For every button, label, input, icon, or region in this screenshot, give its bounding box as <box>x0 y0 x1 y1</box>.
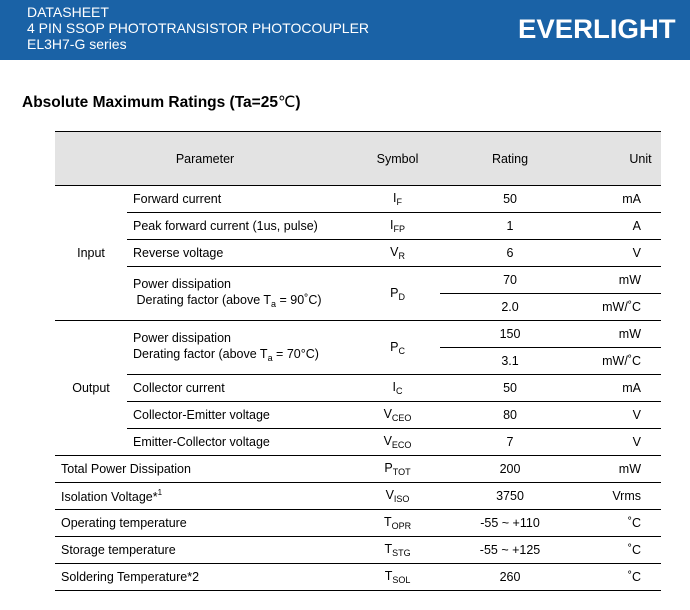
symbol-veco <box>355 429 440 456</box>
header-line-series: EL3H7-G series <box>27 36 127 52</box>
rating-value: 1 <box>440 213 580 240</box>
symbol-letter: T <box>383 515 392 529</box>
unit-value: mA <box>580 375 661 402</box>
unit-value: mW/˚C <box>580 348 661 375</box>
param-operating-temperature: Operating temperature <box>55 510 355 537</box>
rating-value: 260 <box>440 564 580 591</box>
symbol-ic <box>355 375 440 402</box>
table-row <box>55 321 661 348</box>
param-isolation-voltage <box>55 483 355 510</box>
unit-value: ˚C <box>580 564 661 591</box>
header-symbol: Symbol <box>355 132 440 186</box>
footnote-marker: 1 <box>157 488 163 497</box>
unit-value: ˚C <box>580 537 661 564</box>
param-forward-current: Forward current <box>127 186 355 213</box>
unit-value: Vrms <box>580 483 661 510</box>
rating-value: 50 <box>440 186 580 213</box>
symbol-subscript: SOL <box>392 575 411 585</box>
symbol-letter: V <box>383 434 392 448</box>
section-title-close: ) <box>295 94 301 111</box>
unit-value: mW <box>580 321 661 348</box>
symbol-subscript: R <box>398 251 405 261</box>
datasheet-header <box>0 0 690 60</box>
ratings-table <box>55 131 661 591</box>
header-parameter: Parameter <box>55 132 355 186</box>
param-power-dissipation-input <box>127 267 355 321</box>
table-row <box>55 483 661 510</box>
symbol-vceo <box>355 402 440 429</box>
table-row <box>55 267 661 294</box>
param-peak-forward-current: Peak forward current (1us, pulse) <box>127 213 355 240</box>
unit-value: mA <box>580 186 661 213</box>
symbol-letter: V <box>383 407 392 421</box>
header-line-datasheet: DATASHEET <box>27 4 109 20</box>
rating-value: 50 <box>440 375 580 402</box>
rating-value: 200 <box>440 456 580 483</box>
group-input: Input <box>55 186 127 321</box>
rating-value: -55 ~ +125 <box>440 537 580 564</box>
symbol-subscript: ECO <box>391 440 412 450</box>
unit-value: mW <box>580 267 661 294</box>
header-text <box>27 4 369 52</box>
section-title <box>22 93 301 112</box>
param-soldering-temperature: Soldering Temperature*2 <box>55 564 355 591</box>
header-line-product: 4 PIN SSOP PHOTOTRANSISTOR PHOTOCOUPLER <box>27 20 370 36</box>
param-collector-emitter-voltage: Collector-Emitter voltage <box>127 402 355 429</box>
symbol-if <box>355 186 440 213</box>
rating-value: 3.1 <box>440 348 580 375</box>
unit-value: V <box>580 402 661 429</box>
derating-condition: = 90˚C) <box>276 292 322 307</box>
rating-value: 7 <box>440 429 580 456</box>
symbol-subscript: ISO <box>393 494 410 504</box>
everlight-logo: EVERLIGHT <box>518 14 676 44</box>
param-emitter-collector-voltage: Emitter-Collector voltage <box>127 429 355 456</box>
param-total-power-dissipation: Total Power Dissipation <box>55 456 355 483</box>
param-line: Power dissipation <box>133 330 231 345</box>
symbol-ptot <box>355 456 440 483</box>
derating-condition: = 70°C) <box>272 346 319 361</box>
symbol-letter: P <box>384 461 393 475</box>
rating-value: -55 ~ +110 <box>440 510 580 537</box>
unit-value: V <box>580 429 661 456</box>
symbol-viso <box>355 483 440 510</box>
unit-value: V <box>580 240 661 267</box>
param-collector-current: Collector current <box>127 375 355 402</box>
derating-subscript: a <box>267 352 273 363</box>
symbol-subscript: TOT <box>392 467 411 477</box>
symbol-letter: I <box>393 191 397 205</box>
table-row <box>55 510 661 537</box>
unit-value: A <box>580 213 661 240</box>
table-row <box>55 429 661 456</box>
table-row <box>55 240 661 267</box>
symbol-letter: P <box>390 339 399 354</box>
table-row <box>55 402 661 429</box>
symbol-subscript: F <box>396 197 402 207</box>
symbol-letter: V <box>390 245 399 259</box>
symbol-letter: I <box>390 218 394 232</box>
symbol-subscript: FP <box>393 224 406 234</box>
derating-subscript: a <box>271 298 277 309</box>
symbol-letter: T <box>384 569 393 583</box>
param-reverse-voltage: Reverse voltage <box>127 240 355 267</box>
symbol-tstg <box>355 537 440 564</box>
derating-text: Derating factor (above T <box>133 346 268 361</box>
symbol-subscript: C <box>396 386 403 396</box>
param-derating-line <box>133 346 355 366</box>
symbol-tsol <box>355 564 440 591</box>
symbol-ifp <box>355 213 440 240</box>
symbol-letter: T <box>384 542 393 556</box>
table-row <box>55 186 661 213</box>
table-row <box>55 564 661 591</box>
symbol-subscript: D <box>398 291 405 302</box>
table-row <box>55 375 661 402</box>
param-power-dissipation-output <box>127 321 355 375</box>
symbol-pd <box>355 267 440 321</box>
symbol-subscript: STG <box>392 548 411 558</box>
param-line: Power dissipation <box>133 276 231 291</box>
rating-value: 70 <box>440 267 580 294</box>
rating-value: 3750 <box>440 483 580 510</box>
header-unit: Unit <box>580 132 661 186</box>
param-storage-temperature: Storage temperature <box>55 537 355 564</box>
symbol-pc <box>355 321 440 375</box>
rating-value: 6 <box>440 240 580 267</box>
symbol-subscript: C <box>398 345 405 356</box>
section-title-text: Absolute Maximum Ratings (Ta=25 <box>22 94 278 111</box>
table-row <box>55 213 661 240</box>
table-header-row <box>55 132 661 186</box>
table-row <box>55 456 661 483</box>
table-row <box>55 537 661 564</box>
rating-value: 80 <box>440 402 580 429</box>
symbol-vr <box>355 240 440 267</box>
section-title-degree: ℃ <box>277 94 296 111</box>
symbol-letter: P <box>390 285 399 300</box>
symbol-letter: V <box>385 488 394 502</box>
rating-value: 2.0 <box>440 294 580 321</box>
unit-value: mW/˚C <box>580 294 661 321</box>
rating-value: 150 <box>440 321 580 348</box>
group-output: Output <box>55 321 127 456</box>
symbol-letter: I <box>392 380 396 394</box>
unit-value: ˚C <box>580 510 661 537</box>
param-text: Isolation Voltage* <box>61 490 158 504</box>
symbol-subscript: OPR <box>391 521 412 531</box>
param-derating-line <box>133 292 355 312</box>
symbol-subscript: CEO <box>391 413 412 423</box>
unit-value: mW <box>580 456 661 483</box>
symbol-topr <box>355 510 440 537</box>
derating-text: Derating factor (above T <box>136 292 272 307</box>
header-rating: Rating <box>440 132 580 186</box>
